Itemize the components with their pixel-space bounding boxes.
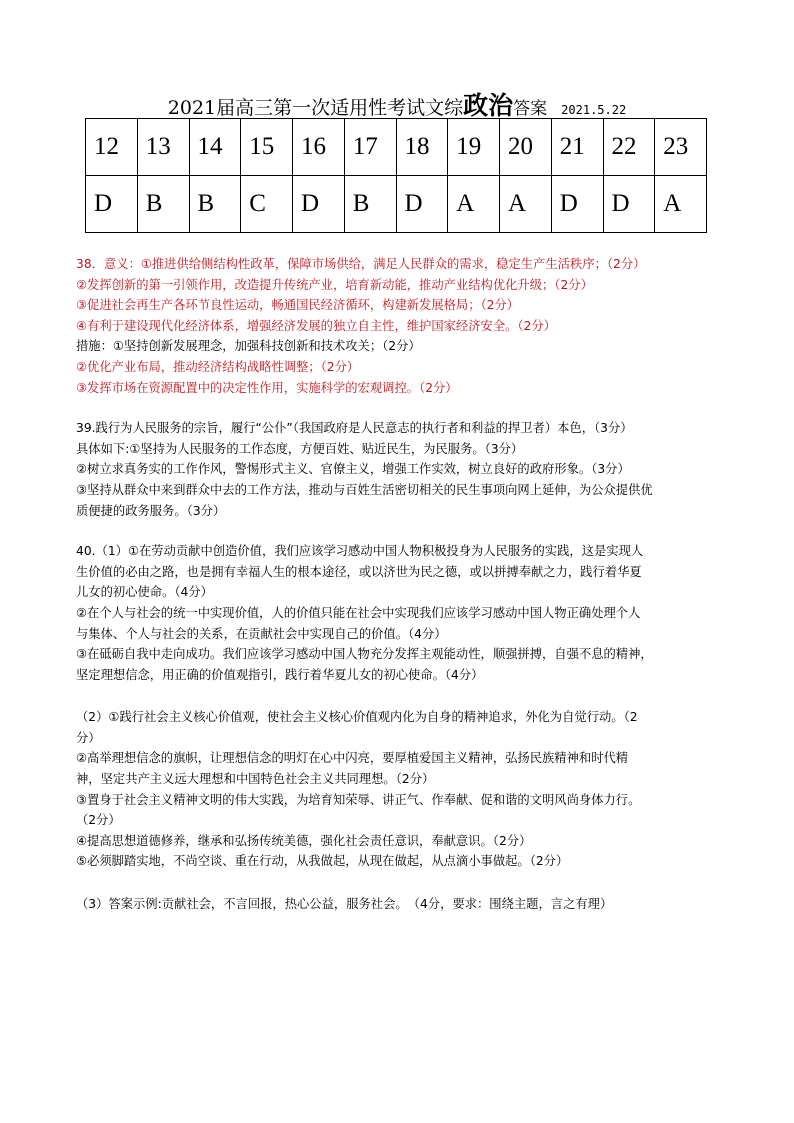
exam-date: 2021.5.22 (561, 103, 627, 117)
q38-line: 38．意义：①推进供给侧结构性政革，保障市场供给，满足人民群众的需求，稳定生产生活秩序；（2分） (76, 257, 646, 271)
q40-part2 (76, 707, 736, 872)
title-subject: 政治 (463, 91, 514, 120)
q39-line: 39.践行为人民服务的宗旨，履行“公仆”（我国政府是人民意志的执行者和利益的捍卫者）本色，（3分） (76, 421, 633, 436)
q38-line: ③促进社会再生产各环节良性运动，畅通国民经济循环，构建新发展格局；（2分） (76, 298, 520, 313)
page-title (0, 86, 794, 122)
q39-section (76, 418, 736, 521)
q40-line: 分） (76, 730, 101, 745)
question-number: 18 (396, 119, 448, 176)
question-number: 12 (86, 119, 138, 176)
question-number: 13 (137, 119, 189, 176)
question-number-row (86, 119, 707, 176)
answer-letter: B (137, 176, 189, 233)
q40-line: ⑤必须脚踏实地，不尚空谈、重在行动，从我做起，从现在做起，从点滴小事做起。（2分） (76, 854, 569, 869)
q40-line: ②高举理想信念的旗帜，让理想信念的明灯在心中闪亮，要厚植爱国主义精神，弘扬民族精神和时代精 (76, 751, 629, 766)
question-number: 23 (655, 119, 707, 176)
answer-letter: A (448, 176, 500, 233)
q40-part1 (76, 541, 736, 685)
q39-line: ②树立求真务实的工作作风，警惕形式主义、官僚主义，增强工作实效，树立良好的政府形象。（3分） (76, 462, 630, 477)
question-number: 15 (241, 119, 293, 176)
q39-line: 具体如下:①坚持为人民服务的工作态度，方便百姓、贴近民生，为民服务。（3分） (76, 441, 524, 456)
q39-line: ③坚持从群众中来到群众中去的工作方法，推动与百姓生活密切相关的民生事项向网上延伸，为公众提供优 (76, 482, 653, 497)
q40-line: ③置身于社会主义精神文明的伟大实践，为培育知荣辱、讲正气、作奉献、促和谐的文明风尚身体力行。 (76, 792, 641, 807)
q38-line: ④有利于建设现代化经济体系，增强经济发展的独立自主性，维护国家经济安全。（2分） (76, 318, 556, 333)
q38-line: ②优化产业布局，推动经济结构战略性调整；（2分） (76, 359, 360, 374)
answer-letter: D (603, 176, 655, 233)
question-number: 14 (189, 119, 241, 176)
answer-content (76, 254, 736, 915)
answer-letter: A (655, 176, 707, 233)
answer-row (86, 176, 707, 233)
answer-letter: A (500, 176, 552, 233)
question-number: 19 (448, 119, 500, 176)
q38-section (76, 254, 736, 398)
q40-line: （2分） (76, 813, 121, 828)
answer-key-table (85, 118, 707, 233)
question-number: 16 (293, 119, 345, 176)
q40-line: 儿女的初心使命。（4分） (76, 585, 213, 600)
q40-line: （3）答案示例:贡献社会，不言回报，热心公益，服务社会。 （4分，要求：围绕主题，言之有理） (76, 897, 613, 912)
q40-line: ②在个人与社会的统一中实现价值，人的价值只能在社会中实现我们应该学习感动中国人物正确处理个人 (76, 605, 641, 620)
q38-line: ③发挥市场在资源配置中的决定性作用，实施科学的宏观调控。（2分） (76, 380, 458, 395)
title-suffix: 答案 (513, 99, 548, 119)
answer-letter: D (396, 176, 448, 233)
question-number: 17 (344, 119, 396, 176)
q40-part3 (76, 894, 736, 915)
q40-line: 与集体、个人与社会的关系，在贡献社会中实现自己的价值。（4分） (76, 626, 447, 641)
q40-line: 40.（1）①在劳动贡献中创造价值，我们应该学习感动中国人物积极投身为人民服务的实践，这是实现人 (76, 544, 644, 559)
q39-line: 质便捷的政务服务。（3分） (76, 503, 226, 518)
q40-line: ④提高思想道德修养，继承和弘扬传统美德，强化社会责任意识，奉献意识。（2分） (76, 833, 532, 848)
q40-line: ③在砥砺自我中走向成功。我们应该学习感动中国人物充分发挥主观能动性，顺强拼搏，自强不息的精神， (76, 647, 653, 662)
q40-line: 生价值的必由之路，也是拥有幸福人生的根本途径，或以济世为民之德，或以拼搏奉献之力，践行着华夏 (76, 564, 642, 579)
answer-letter: B (189, 176, 241, 233)
answer-letter: D (551, 176, 603, 233)
question-number: 22 (603, 119, 655, 176)
title-main: 2021届高三第一次适用性考试文综 (167, 97, 464, 119)
q38-line: ②发挥创新的第一引领作用，改造提升传统产业，培育新动能，推动产业结构优化升级；（2分） (76, 277, 593, 292)
q40-line: （2）①践行社会主义核心价值观，使社会主义核心价值观内化为自身的精神追求，外化为自觉行动。（2 (76, 710, 638, 725)
answer-letter: D (86, 176, 138, 233)
answer-letter: D (293, 176, 345, 233)
q40-line: 坚定理想信念，用正确的价值观指引，践行着华夏儿女的初心使命。（4分） (76, 667, 484, 682)
q40-line: 神，坚定共产主义远大理想和中国特色社会主义共同理想。（2分） (76, 772, 435, 787)
answer-letter: C (241, 176, 293, 233)
q38-line: 措施：①坚持创新发展理念，加强科技创新和技术攻关；（2分） (76, 339, 421, 354)
question-number: 21 (551, 119, 603, 176)
question-number: 20 (500, 119, 552, 176)
answer-letter: B (344, 176, 396, 233)
